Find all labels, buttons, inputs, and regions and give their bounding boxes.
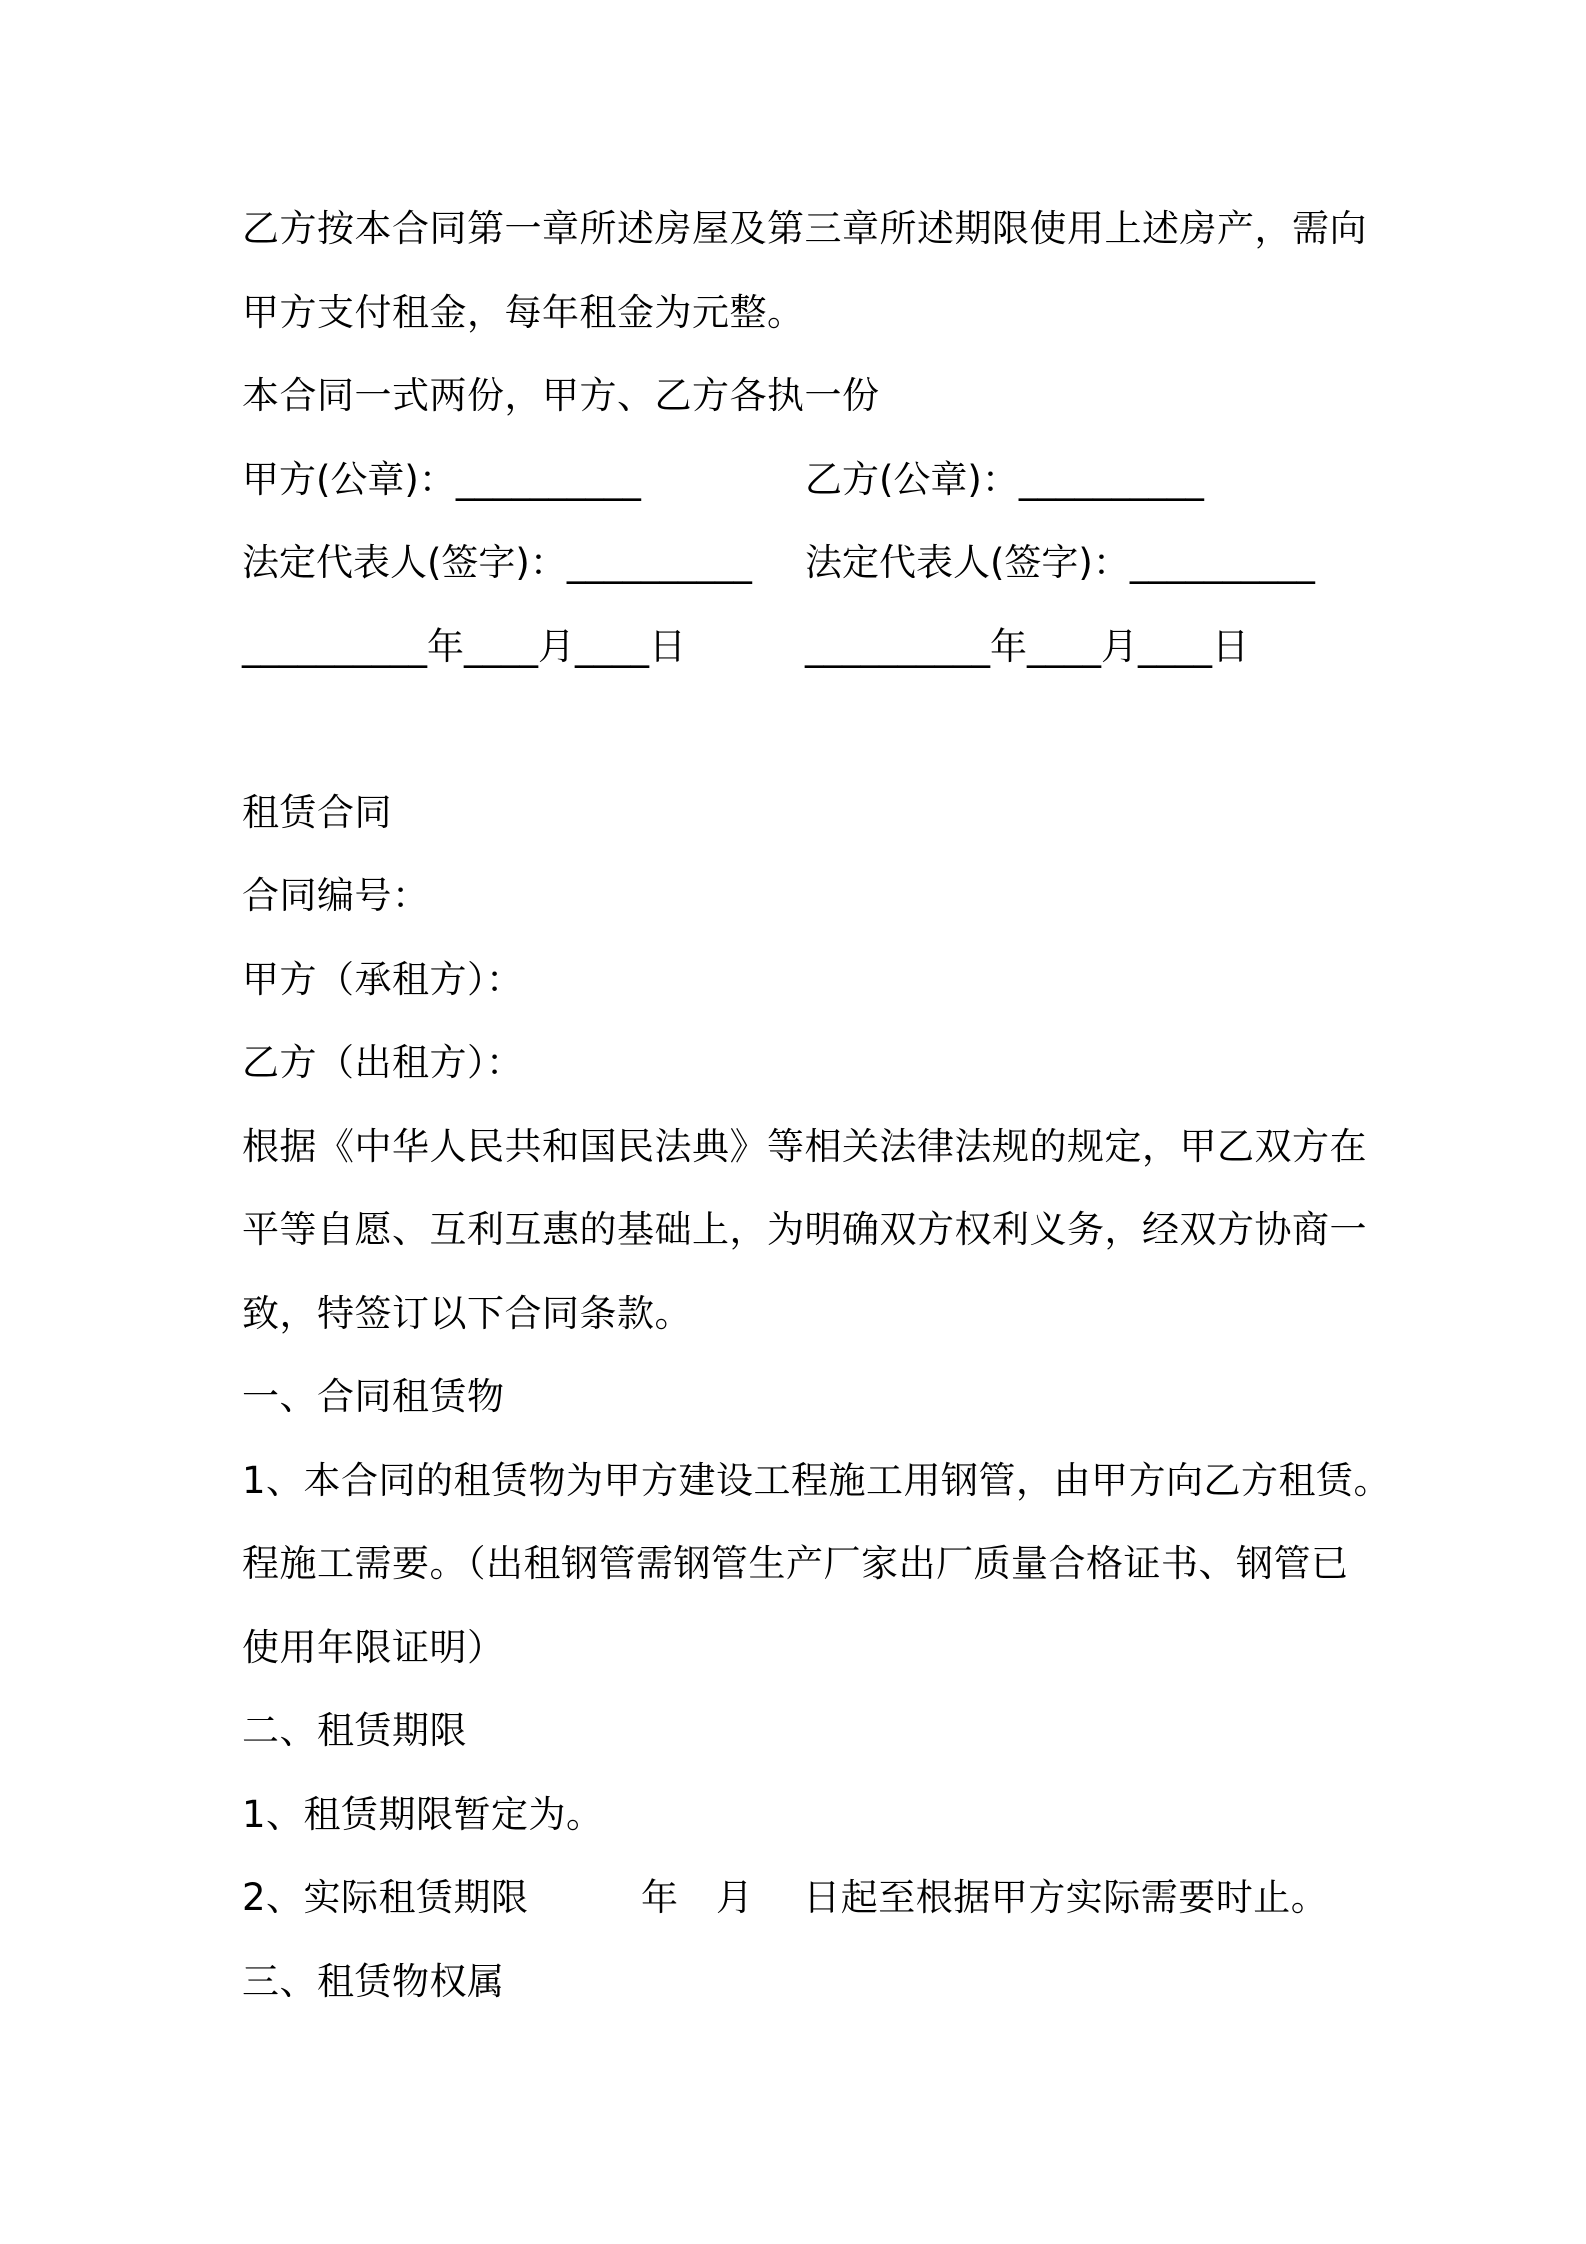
- party-a-label: 甲方（承租方）：: [242, 958, 524, 1001]
- preamble-line-2: 平等自愿、互利互惠的基础上，为明确双方权利义务，经双方协商一: [242, 1208, 1367, 1251]
- section-2-item-2: 2、实际租赁期限 年 月 日起至根据甲方实际需要时止。: [242, 1876, 1329, 1919]
- section-3-heading: 三、租赁物权属: [242, 1960, 505, 2003]
- copies-line: 本合同一式两份，甲方、乙方各执一份: [242, 374, 880, 417]
- rent-paragraph-line-1: 乙方按本合同第一章所述房屋及第三章所述期限使用上述房产，需向: [242, 207, 1367, 250]
- contract-title: 租赁合同: [242, 791, 392, 834]
- party-a-date-field: __________年____月____日: [242, 625, 686, 668]
- party-a-representative-field: 法定代表人(签字)：__________: [242, 541, 752, 584]
- preamble-line-3: 致，特签订以下合同条款。: [242, 1292, 692, 1335]
- party-b-seal-field: 乙方(公章)：__________: [805, 458, 1204, 501]
- seal-row: [242, 457, 1392, 503]
- preamble-line-1: 根据《中华人民共和国民法典》等相关法律法规的规定，甲乙双方在: [242, 1125, 1367, 1168]
- party-a-seal-field: 甲方(公章)：__________: [242, 458, 641, 501]
- representative-row: [242, 540, 1392, 586]
- section-1-item-1-line-1: 1、本合同的租赁物为甲方建设工程施工用钢管，由甲方向乙方租赁。: [242, 1459, 1392, 1502]
- rent-paragraph-line-2: 甲方支付租金，每年租金为元整。: [242, 291, 805, 334]
- date-row: [242, 624, 1392, 670]
- contract-number-label: 合同编号：: [242, 874, 430, 917]
- section-2-heading: 二、租赁期限: [242, 1709, 467, 1752]
- party-b-date-field: __________年____月____日: [805, 625, 1249, 668]
- section-1-heading: 一、合同租赁物: [242, 1375, 505, 1418]
- party-b-label: 乙方（出租方）：: [242, 1041, 524, 1084]
- section-1-item-1-line-3: 使用年限证明）: [242, 1626, 505, 1669]
- section-1-item-1-line-2: 程施工需要。（出租钢管需钢管生产厂家出厂质量合格证书、钢管已: [242, 1542, 1349, 1585]
- section-2-item-1: 1、租赁期限暂定为。: [242, 1793, 604, 1836]
- party-b-representative-field: 法定代表人(签字)：__________: [805, 541, 1315, 584]
